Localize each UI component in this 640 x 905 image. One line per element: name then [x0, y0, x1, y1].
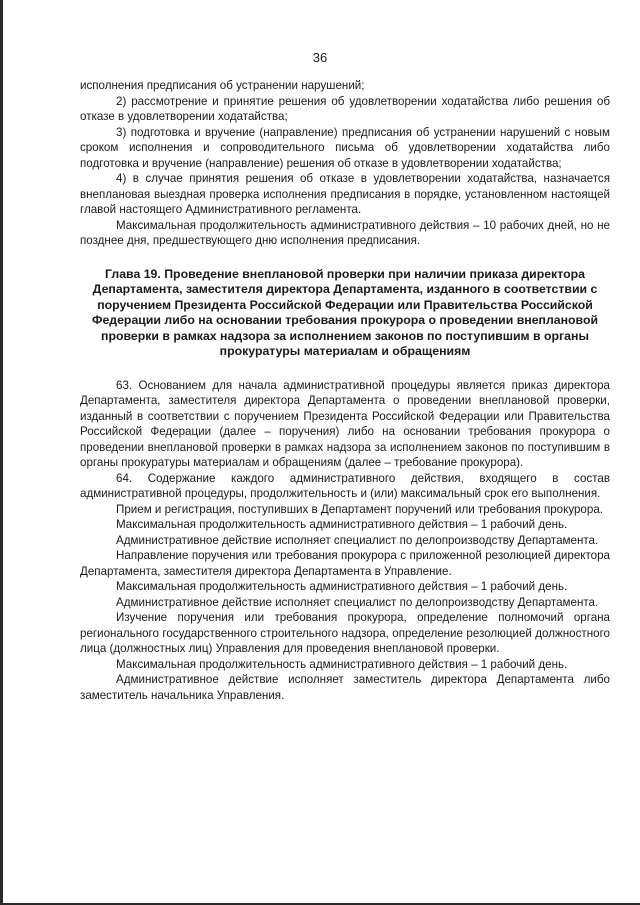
paragraph: Прием и регистрация, поступивших в Департамент поручений или требования прокурора.: [116, 502, 603, 516]
paragraph: Максимальная продолжительность административного действия – 1 рабочий день.: [116, 657, 568, 671]
paragraph: Административное действие исполняет специалист по делопроизводству Департамента.: [116, 533, 599, 547]
paragraph: Максимальная продолжительность административного действия – 1 рабочий день.: [116, 518, 568, 531]
paragraph: 3) подготовка и вручение (направление) предписания об устранении нарушений с новым сроком исполнения и сопроводительного письма об удовлетворении ходатайства либо подготовка и вручение (направление) решения об отказе в удовлетворении ходатайства;: [80, 125, 610, 170]
paragraph: 63. Основанием для начала административной процедуры является приказ директора Департамента, заместителя директора Департамента о проведении внеплановой проверки, изданный в соответствии с поручением Президента Российской Федерации или Правительства Российской Федерации (далее – поручения) либо на основании требования прокурора о проведении внеплановой проверки в рамках надзора за исполнением законов по поступившим в органы прокуратуры материалам и обращениям (далее – требование прокурора).: [80, 378, 610, 469]
document-body: [80, 78, 610, 703]
paragraph: исполнения предписания об устранении нарушений;: [80, 79, 365, 92]
paragraph: 2) рассмотрение и принятие решения об удовлетворении ходатайства либо решения об отказе в удовлетворении ходатайства;: [80, 94, 610, 123]
paragraphs-after-heading: [80, 378, 610, 704]
paragraph: 64. Содержание каждого административного действия, входящего в состав административной процедуры, продолжительность и (или) максимальный срок его выполнения.: [80, 471, 610, 500]
paragraphs-before-heading: [80, 78, 610, 249]
chapter-heading: Глава 19. Проведение внеплановой проверки при наличии приказа директора Департамента, заместителя директора Департамента, изданного в соответствии с поручением Президента Российской Федерации или Правительства Российской Федерации либо на основании требования прокурора о проведении внеплановой проверки в рамках надзора за исполнением законов по поступившим в органы прокуратуры материалам и обращениям: [91, 266, 599, 358]
paragraph: Направление поручения или требования прокурора с приложенной резолюцией директора Департамента, заместителя директора Департамента в Управление.: [80, 549, 610, 578]
paragraph: Административное действие исполняет специалист по делопроизводству Департамента.: [116, 595, 599, 609]
paragraph: Максимальная продолжительность административного действия – 10 рабочих дней, но не позднее дня, предшествующего дню исполнения предписания.: [80, 218, 610, 247]
paragraph: 4) в случае принятия решения об отказе в удовлетворении ходатайства, назначается внеплановая выездная проверка исполнения предписания в порядке, установленном настоящей главой настоящего Административного регламента.: [80, 172, 610, 216]
paragraph: Максимальная продолжительность административного действия – 1 рабочий день.: [116, 580, 568, 593]
page-left-edge: [0, 0, 3, 905]
page-number: 36: [312, 50, 328, 65]
paragraph: Изучение поручения или требования прокурора, определение полномочий органа регионального государственного строительного надзора, определение резолюцией должностного лица (должностных лиц) Управления для проведения внеплановой проверки.: [80, 611, 610, 655]
paragraph: Административное действие исполняет заместитель директора Департамента либо заместитель начальника Управления.: [80, 673, 610, 702]
